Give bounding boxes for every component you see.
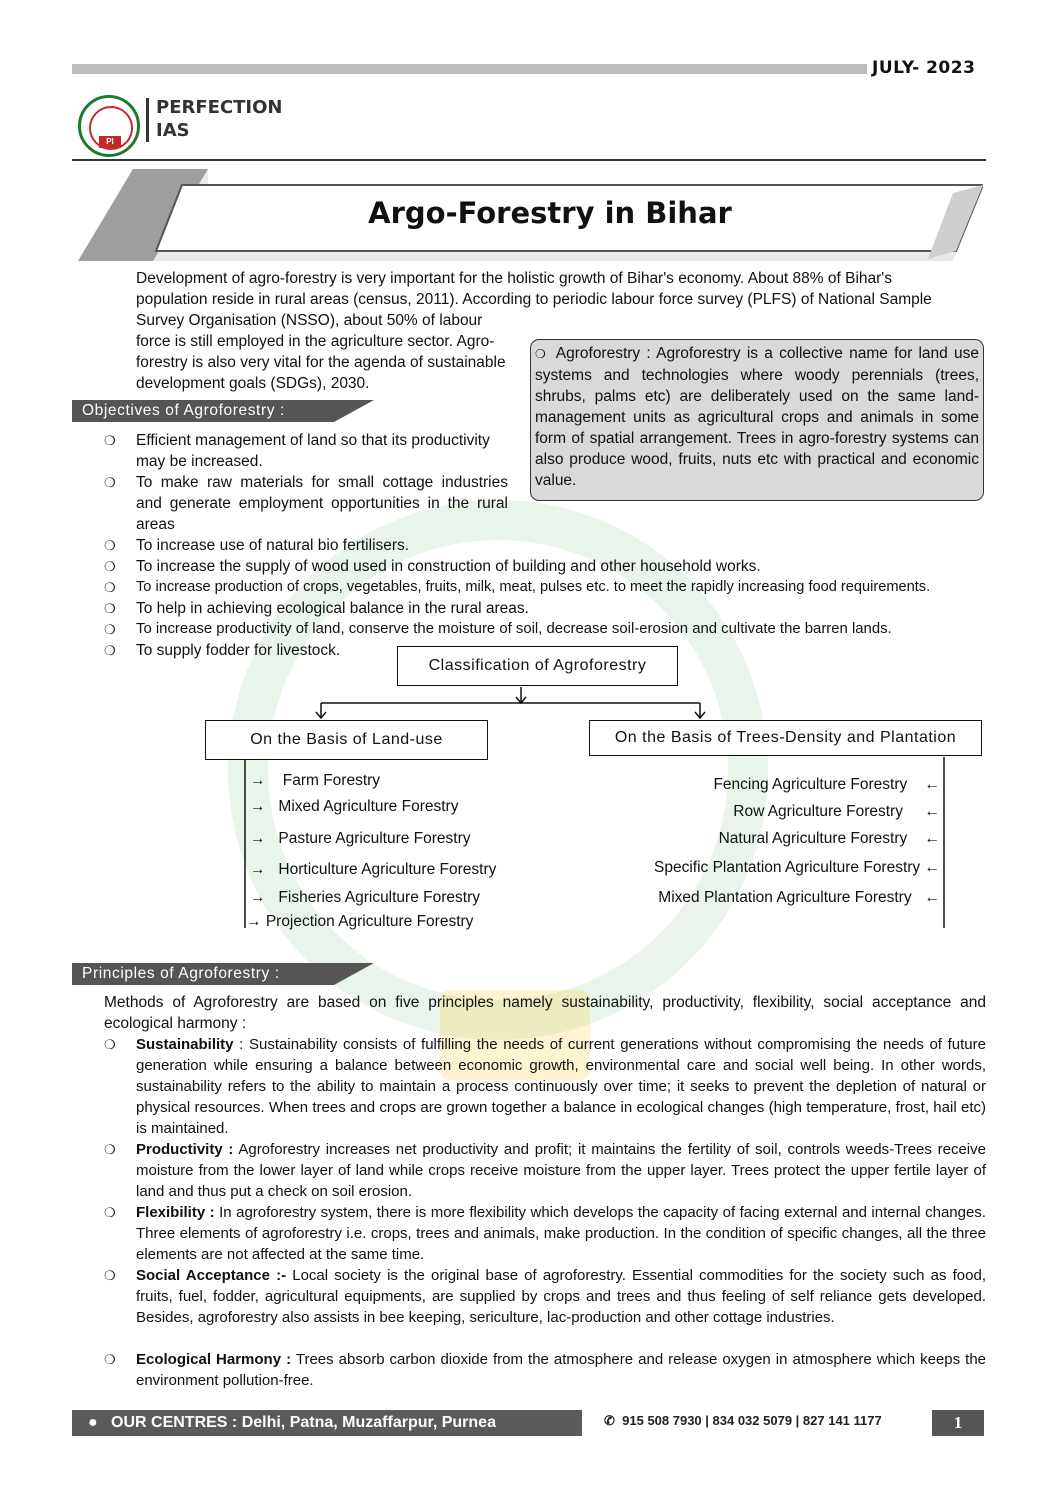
definition-label: Agroforestry : xyxy=(555,345,651,362)
tree-density-item: Row Agriculture Forestry ← xyxy=(733,803,940,820)
agroforestry-definition-box: ❍ Agroforestry : Agroforestry is a collective name for land use systems and technologies where woody perennials (trees, shrubs, palms etc) are deliberately used on the same land-management units as agricultural crops and animals in some form of spatial arrangement. Trees in agro-forestry systems can also produce wood, fruits, nuts etc with practical and economic value. xyxy=(530,339,984,501)
objective-item: ❍ To increase use of natural bio fertilisers. xyxy=(104,537,410,554)
principle-item: ❍ Ecological Harmony : Trees absorb carbon dioxide from the atmosphere and release oxygen in atmosphere which keeps the environment pollution-free. xyxy=(104,1351,987,1389)
phone-numbers: ✆ 915 508 7930 | 834 032 5079 | 827 141 1177 xyxy=(604,1413,882,1428)
classification-title-box: Classification of Agroforestry xyxy=(397,646,678,686)
principles-heading: Principles of Agroforestry : xyxy=(72,963,334,985)
definition-text: Agroforestry is a collective name for land use systems and technologies where woody perennials (trees, shrubs, palms etc) are deliberately used on the same land-management units as agricultural crops and animals in some form of spatial arrangement. Trees in agro-forestry systems can also produce wood, fruits, nuts etc with practical and economic value. xyxy=(535,345,980,489)
phone-icon: ✆ xyxy=(604,1413,615,1428)
tree-density-item: Natural Agriculture Forestry ← xyxy=(718,830,940,847)
land-use-item: → Horticulture Agriculture Forestry xyxy=(250,861,497,878)
tree-density-box: On the Basis of Trees-Density and Plantation xyxy=(589,720,982,756)
page-title: Argo-Forestry in Bihar xyxy=(368,196,732,230)
land-use-item: → Farm Forestry xyxy=(250,772,381,789)
principle-item: ❍ Productivity : Agroforestry increases net productivity and profit; it maintains the fertility of soil, controls weeds-Trees receive moisture from the lower layer of land while crops receive moisture from the upper layer. Trees protect the upper fertile layer of land and thus put a check on soil erosion. xyxy=(104,1141,986,1200)
land-use-item: → Fisheries Agriculture Forestry xyxy=(250,889,480,906)
perfection-ias-logo: PI xyxy=(78,95,140,157)
objective-item: ❍ To make raw materials for small cottage industries and generate employment opportunities in the rural areas xyxy=(104,474,508,533)
objective-item: ❍ To increase production of crops, vegetables, fruits, milk, meat, pulses etc. to meet the rapidly increasing food requirements. xyxy=(104,579,931,595)
intro-paragraph: Development of agro-forestry is very important for the holistic growth of Bihar's economy. About 88% of Bihar's population reside in rural areas (census, 2011). According to periodic labour force survey (PLFS) of National Sample Survey Organisation (NSSO), about 50% of labour force is still employed in the agriculture sector. Agro- forestry is also very vital for the agenda of sustainable development goals (SDGs), 2030. xyxy=(136,270,932,392)
objective-item: ❍ To increase productivity of land, conserve the moisture of soil, decrease soil-erosion and cultivate the barren lands. xyxy=(104,621,892,637)
principle-item: ❍ Social Acceptance :- Local society is the original base of agroforestry. Essential commodities for the society such as food, fruits, fuel, fodder, agricultural equipments, are supplied by crops and trees and thus feeling of self reliance gets developed. Besides, agroforestry also assists in bee keeping, sericulture, lac-production and other cottage industries. xyxy=(104,1267,986,1326)
tree-density-item: Specific Plantation Agriculture Forestry ← xyxy=(653,859,940,876)
footer-bar xyxy=(72,1410,984,1436)
principle-item: ❍ Sustainability : Sustainability consists of fulfilling the needs of current generations without compromising the needs of future generation while ensuring a balance between economic growth, environmental care and social well being. In other words, sustainability refers to the ability to maintain a process continuously over time; it seeks to prevent the depletion of natural or physical resources. When trees and crops are grown together a balance in ecological changes (high temperature, frost, hail etc) is maintained. xyxy=(104,1036,986,1137)
objective-item: ❍ To help in achieving ecological balance in the rural areas. xyxy=(104,600,529,617)
location-pin-icon: ● xyxy=(88,1414,98,1431)
land-use-item: → Projection Agriculture Forestry xyxy=(246,913,474,930)
tree-density-item: Fencing Agriculture Forestry ← xyxy=(713,776,940,793)
land-use-item: → Mixed Agriculture Forestry xyxy=(250,798,459,815)
objectives-heading: Objectives of Agroforestry : xyxy=(72,400,334,422)
objective-item: ❍ To supply fodder for livestock. xyxy=(104,642,341,659)
land-use-item: → Pasture Agriculture Forestry xyxy=(250,830,471,847)
land-use-box: On the Basis of Land-use xyxy=(205,720,488,760)
footer-contact xyxy=(582,1410,984,1436)
page-number: 1 xyxy=(932,1410,984,1436)
issue-date: JULY- 2023 xyxy=(872,58,976,78)
brand-name: PERFECTION IAS xyxy=(156,97,283,141)
centres-text: ● OUR CENTRES : Delhi, Patna, Muzaffarpur, Purnea xyxy=(88,1414,496,1431)
objective-item: ❍ Efficient management of land so that its productivity may be increased. xyxy=(104,432,490,470)
principle-item: ❍ Flexibility : In agroforestry system, there is more flexibility which develops the capacity of facing external and internal changes. Three elements of agroforestry i.e. crops, trees and animals, make production. In the condition of specific changes, all the three elements are not affected at the same time. xyxy=(104,1204,986,1263)
objective-item: ❍ To increase the supply of wood used in construction of building and other household works. xyxy=(104,558,761,575)
tree-density-item: Mixed Plantation Agriculture Forestry ← xyxy=(658,889,940,906)
principles-intro: Methods of Agroforestry are based on five principles namely sustainability, productivity, flexibility, social acceptance and ecological harmony : xyxy=(104,994,986,1032)
